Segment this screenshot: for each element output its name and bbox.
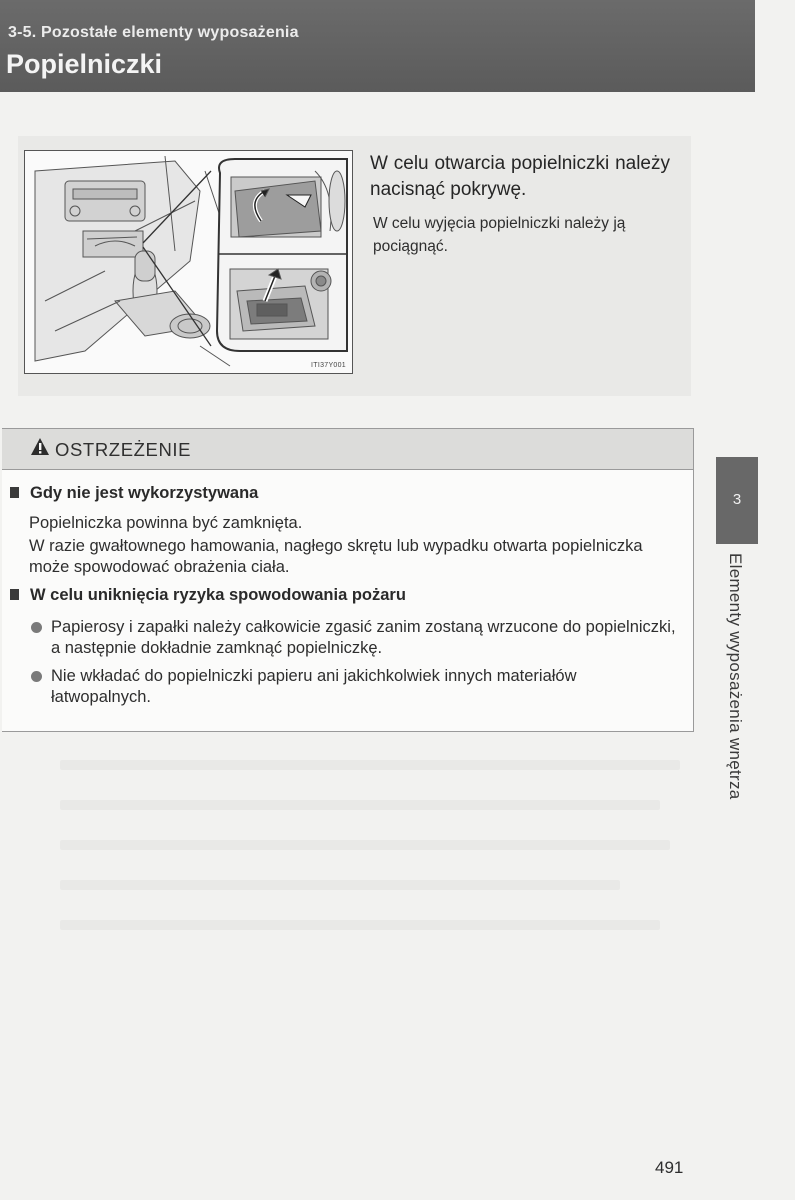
warning-title: OSTRZEŻENIE: [55, 439, 192, 460]
print-through: [60, 760, 680, 770]
print-through: [60, 880, 620, 890]
warning-subheading: W celu uniknięcia ryzyka spowodowania pożaru: [10, 586, 406, 605]
chapter-number: 3: [732, 491, 742, 508]
section-label: 3-5. Pozostałe elementy wyposażenia: [8, 24, 299, 41]
print-through: [60, 840, 670, 850]
intro-main-text: W celu otwarcia popielniczki należy nacisnąć pokrywę.: [370, 153, 670, 200]
warning-bullet-item: Papierosy i zapałki należy całkowicie zgasić zanim zostaną wrzucone do popielniczki, a następnie dokładnie zamknąć popielniczkę.: [29, 617, 679, 659]
figure-code: ITI37Y001: [311, 362, 346, 369]
print-through: [60, 920, 660, 930]
round-bullet-icon: [31, 622, 42, 633]
warning-bullet-item: Nie wkładać do popielniczki papieru ani jakichkolwiek innych materiałów łatwopalnych.: [29, 666, 679, 708]
ashtray-drawing: [25, 151, 354, 375]
ashtray-illustration: [24, 150, 353, 374]
warning-paragraph: W razie gwałtownego hamowania, nagłego skrętu lub wypadku otwarta popielniczka może spowodować obrażenia ciała.: [29, 537, 643, 576]
warning-box: [2, 428, 694, 732]
print-through: [60, 800, 660, 810]
warning-subheading: Gdy nie jest wykorzystywana: [10, 484, 258, 503]
page-header: [0, 0, 755, 92]
warning-header: [2, 429, 693, 470]
round-bullet-icon: [31, 671, 42, 682]
intro-sub-text: W celu wyjęcia popielniczki należy ją pociągnąć.: [373, 215, 626, 255]
warning-triangle-icon: [30, 437, 50, 457]
page-title: Popielniczki: [6, 49, 163, 79]
chapter-tab: [716, 457, 758, 544]
chapter-side-label: Elementy wyposażenia wnętrza: [726, 553, 745, 800]
page-number: 491: [655, 1158, 684, 1177]
square-bullet-icon: [10, 487, 19, 498]
warning-paragraph: Popielniczka powinna być zamknięta.: [29, 514, 303, 532]
square-bullet-icon: [10, 589, 19, 600]
